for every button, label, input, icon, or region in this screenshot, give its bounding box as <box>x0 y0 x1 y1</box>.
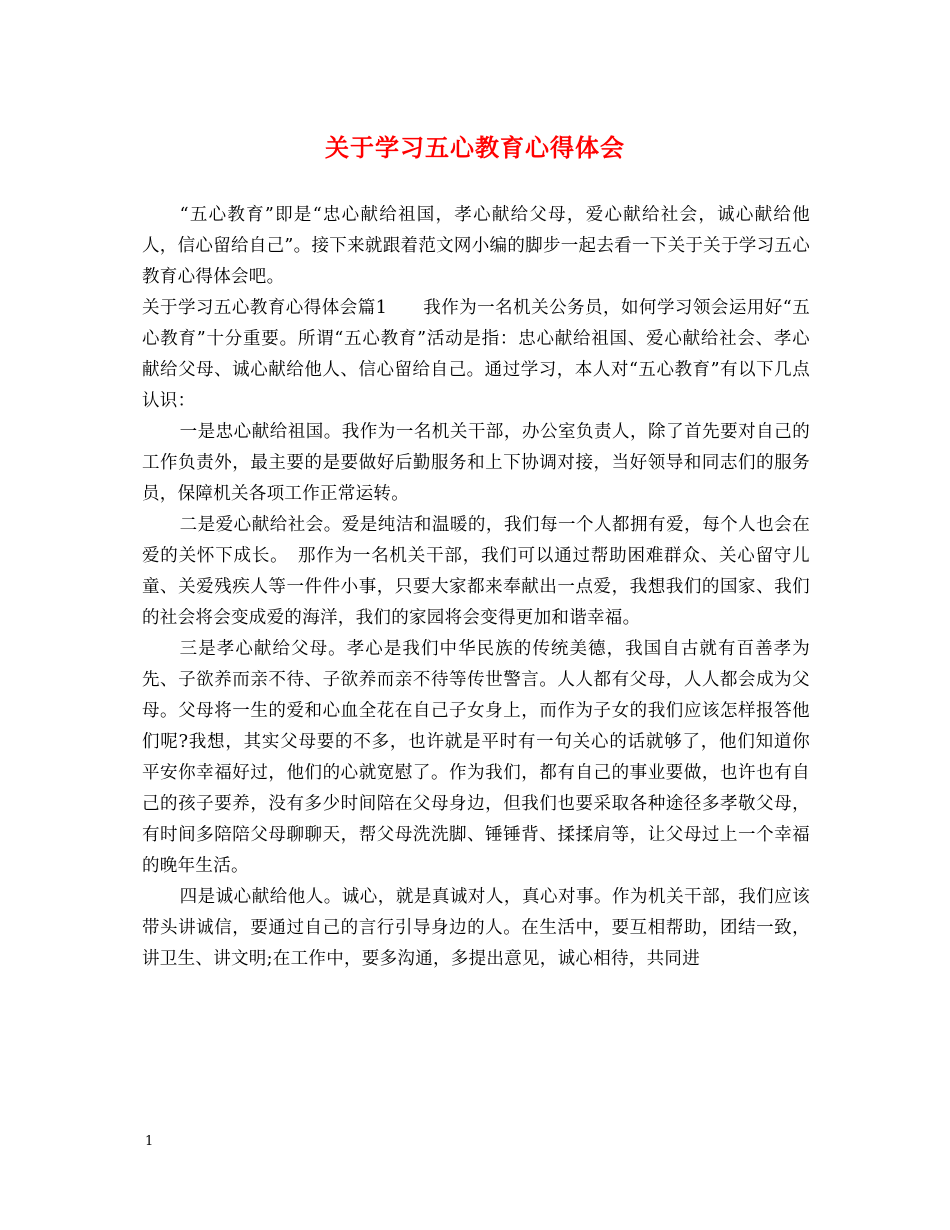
paragraph-section-1: 关于学习五心教育心得体会篇1 我作为一名机关公务员，如何学习领会运用好“五心教育”十分重要。所谓“五心教育”活动是指：忠心献给祖国、爱心献给社会、孝心献给父母、诚心献给他人、信心留给自己。通过学习，本人对“五心教育”有以下几点认识： <box>142 298 810 411</box>
page-number: 1 <box>145 1134 154 1149</box>
paragraph-sincerity: 四是诚心献给他人。诚心，就是真诚对人，真心对事。作为机关干部，我们应该带头讲诚信，要通过自己的言行引导身边的人。在生活中，要互相帮助，团结一致，讲卫生、讲文明;在工作中，要多沟通，多提出意见，诚心相待，共同进 <box>142 887 810 969</box>
document-title: 关于学习五心教育心得体会 <box>325 133 625 162</box>
paragraph-intro: “五心教育”即是“忠心献给祖国，孝心献给父母，爱心献给社会，诚心献给他人，信心留给自己”。接下来就跟着范文网小编的脚步一起去看一下关于关于学习五心教育心得体会吧。 <box>142 205 810 287</box>
paragraph-filial: 三是孝心献给父母。孝心是我们中华民族的传统美德，我国自古就有百善孝为先、子欲养而亲不待、子欲养而亲不待等传世警言。人人都有父母，人人都会成为父母。父母将一生的爱和心血全花在自己子女身上，而作为子女的我们应该怎样报答他们呢?我想，其实父母要的不多，也许就是平时有一句关心的话就够了，他们知道你平安你幸福好过，他们的心就宽慰了。作为我们，都有自己的事业要做，也许也有自己的孩子要养，没有多少时间陪在父母身边，但我们也要采取各种途径多孝敬父母，有时间多陪陪父母聊聊天，帮父母洗洗脚、锤锤背、揉揉肩等，让父母过上一个幸福的晚年生活。 <box>142 639 810 876</box>
document-body <box>142 200 810 975</box>
paragraph-love: 二是爱心献给社会。爱是纯洁和温暖的，我们每一个人都拥有爱，每个人也会在爱的关怀下成长。 那作为一名机关干部，我们可以通过帮助困难群众、关心留守儿童、关爱残疾人等一件件小事，只要大家都来奉献出一点爱，我想我们的国家、我们的社会将会变成爱的海洋，我们的家园将会变得更加和谐幸福。 <box>142 515 810 628</box>
paragraph-loyalty: 一是忠心献给祖国。我作为一名机关干部，办公室负责人，除了首先要对自己的工作负责外，最主要的是要做好后勤服务和上下协调对接，当好领导和同志们的服务员，保障机关各项工作正常运转。 <box>142 422 810 504</box>
